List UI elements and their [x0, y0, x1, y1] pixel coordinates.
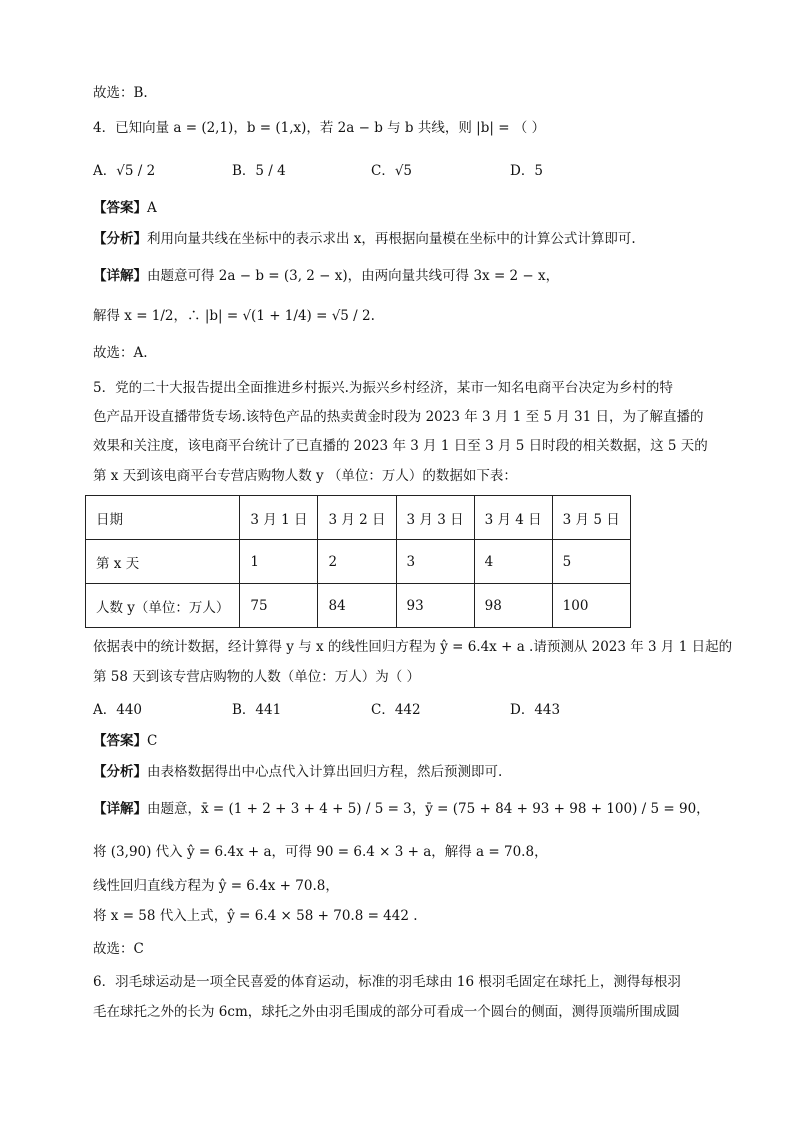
q4-answer: A — [147, 200, 157, 216]
q5-after-table-1: 依据表中的统计数据，经计算得 y 与 x 的线性回归方程为 ŷ = 6.4x + a .请预测从 2023 年 3 月 1 日起的 — [93, 639, 733, 655]
q4-answer-line — [93, 199, 157, 217]
table-cell: 100 — [552, 584, 630, 628]
q5-equation-line: 线性回归直线方程为 ŷ = 6.4x + 70.8， — [93, 878, 339, 894]
q5-analysis-line — [93, 763, 502, 781]
table-cell: 3 月 4 日 — [474, 496, 552, 540]
table-cell: 1 — [240, 540, 318, 584]
q4-analysis: 利用向量共线在坐标中的表示求出 x，再根据向量模在坐标中的计算公式计算即可. — [147, 231, 636, 247]
q4-analysis-line — [93, 230, 636, 248]
table-cell: 84 — [318, 584, 396, 628]
q5-answer-line — [93, 732, 157, 750]
q5-detail: 由题意，x̄ = (1 + 2 + 3 + 4 + 5) / 5 = 3，ȳ = (75 + 84 + 93 + 98 + 100) / 5 = 90， — [147, 801, 710, 817]
table-cell: 3 月 2 日 — [318, 496, 396, 540]
detail-tag: 【详解】 — [93, 801, 147, 817]
table-cell: 5 — [552, 540, 630, 584]
prev-choice-line: 故选：B. — [93, 85, 148, 101]
q4-solve-line: 解得 x = 1/2，∴ |b| = √(1 + 1/4) = √5 / 2. — [93, 308, 375, 324]
q5-choose-line: 故选：C — [93, 941, 144, 957]
q5-option-b: B．441 — [232, 702, 282, 718]
q5-option-d: D．443 — [510, 702, 561, 718]
q5-substitute-line: 将 (3,90) 代入 ŷ = 6.4x + a，可得 90 = 6.4 × 3 + a，解得 a = 70.8， — [93, 844, 548, 860]
question-5-stem-3: 效果和关注度，该电商平台统计了已直播的 2023 年 3 月 1 日至 3 月 5 日时段的相关数据，这 5 天的 — [93, 438, 708, 454]
q4-detail: 由题意可得 2a − b = (3, 2 − x)，由两向量共线可得 3x = 2 − x， — [147, 268, 560, 284]
table-row — [86, 540, 631, 584]
question-5-stem-2: 色产品开设直播带货专场.该特色产品的热卖黄金时段为 2023 年 3 月 1 至 5 月 31 日，为了解直播的 — [93, 409, 704, 425]
data-table — [85, 495, 631, 628]
table-cell: 4 — [474, 540, 552, 584]
table-row — [86, 496, 631, 540]
question-4-stem: 4．已知向量 a = (2,1)，b = (1,x)，若 2a − b 与 b 共线，则 |b| = （ ） — [93, 120, 546, 136]
table-row — [86, 584, 631, 628]
q4-choose-line: 故选：A. — [93, 345, 148, 361]
question-5-stem-4: 第 x 天到该电商平台专营店购物人数 y （单位：万人）的数据如下表： — [93, 468, 517, 484]
table-cell: 人数 y（单位：万人） — [86, 584, 240, 628]
table-cell: 3 月 3 日 — [396, 496, 474, 540]
answer-tag: 【答案】 — [93, 733, 147, 749]
q5-detail-line — [93, 800, 710, 818]
q4-option-b: B．5 / 4 — [232, 163, 286, 179]
table-cell: 3 月 1 日 — [240, 496, 318, 540]
answer-tag: 【答案】 — [93, 200, 147, 216]
question-6-stem-1: 6．羽毛球运动是一项全民喜爱的体育运动，标准的羽毛球由 16 根羽毛固定在球托上，测得每根羽 — [93, 974, 681, 990]
table-cell: 第 x 天 — [86, 540, 240, 584]
table-cell: 2 — [318, 540, 396, 584]
table-cell: 日期 — [86, 496, 240, 540]
q5-answer: C — [147, 733, 158, 749]
q5-option-a: A．440 — [93, 702, 143, 718]
q5-analysis: 由表格数据得出中心点代入计算出回归方程，然后预测即可. — [147, 764, 503, 780]
table-cell: 3 — [396, 540, 474, 584]
q5-after-table-2: 第 58 天到该专营店购物的人数（单位：万人）为（ ） — [93, 669, 421, 685]
q5-option-c: C．442 — [371, 702, 421, 718]
analysis-tag: 【分析】 — [93, 764, 147, 780]
question-6-stem-2: 毛在球托之外的长为 6cm，球托之外由羽毛围成的部分可看成一个圆台的侧面，测得顶端所围成圆 — [93, 1004, 680, 1020]
table-cell: 75 — [240, 584, 318, 628]
detail-tag: 【详解】 — [93, 268, 147, 284]
table-cell: 98 — [474, 584, 552, 628]
q4-option-c: C．√5 — [371, 163, 413, 179]
question-5-stem-1: 5．党的二十大报告提出全面推进乡村振兴.为振兴乡村经济，某市一知名电商平台决定为乡村的特 — [93, 380, 673, 396]
q4-detail-line — [93, 267, 559, 285]
table-cell: 93 — [396, 584, 474, 628]
table-cell: 3 月 5 日 — [552, 496, 630, 540]
q5-predict-line: 将 x = 58 代入上式，ŷ = 6.4 × 58 + 70.8 = 442 . — [93, 908, 418, 924]
q4-option-d: D．5 — [510, 163, 543, 179]
q4-option-a: A．√5 / 2 — [93, 163, 156, 179]
analysis-tag: 【分析】 — [93, 231, 147, 247]
